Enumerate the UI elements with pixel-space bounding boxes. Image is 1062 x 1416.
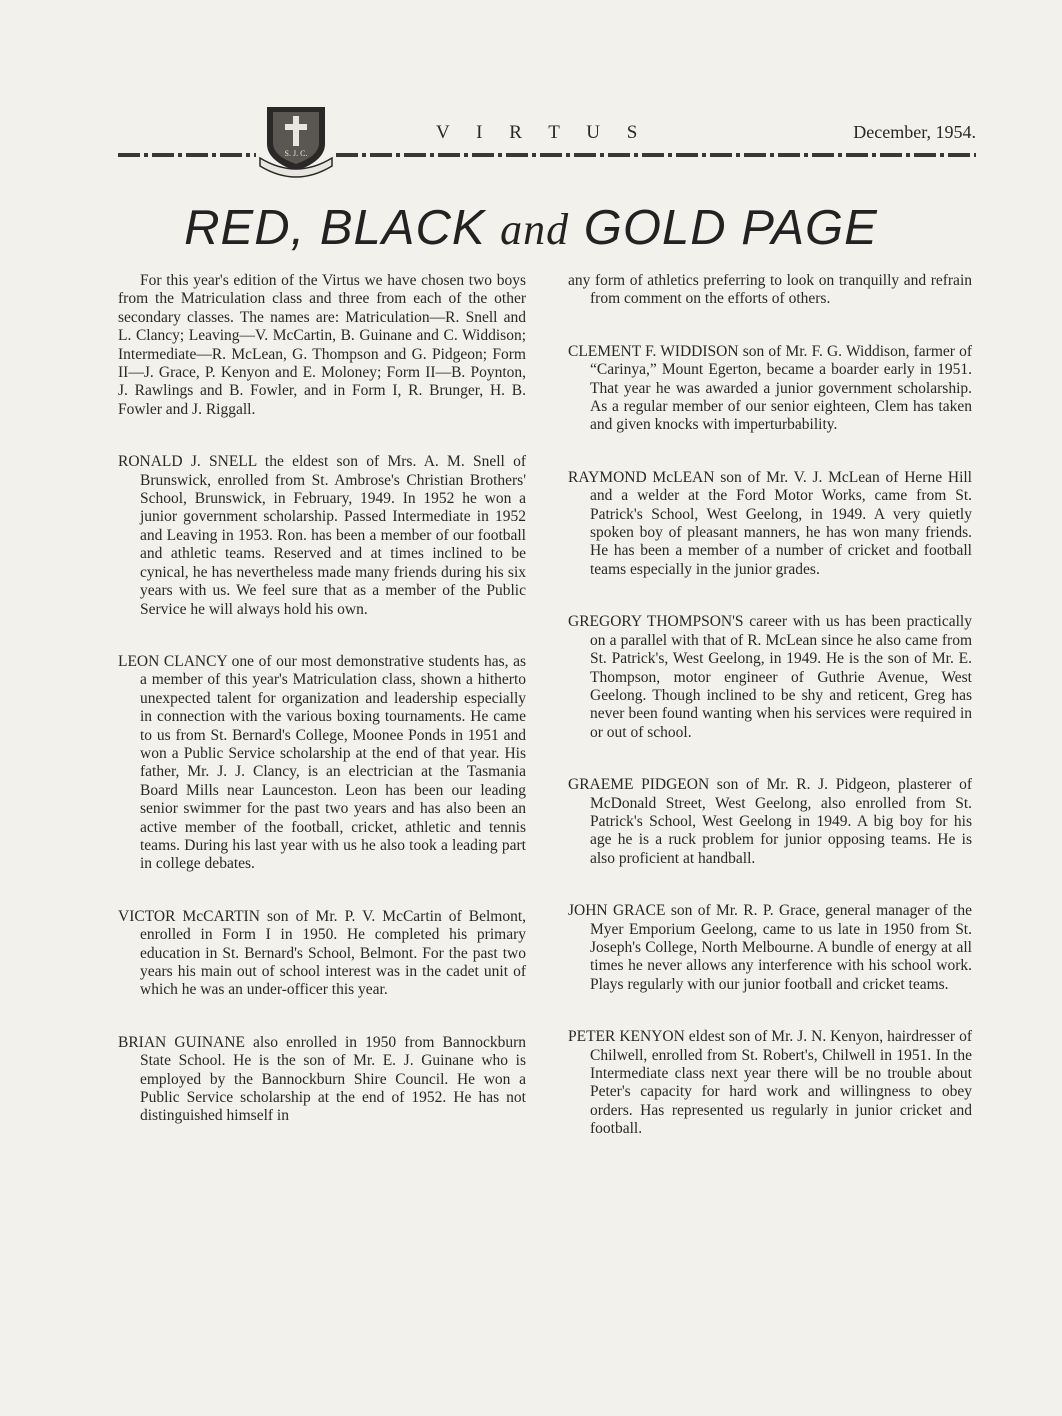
profile-entry: RONALD J. SNELL the eldest son of Mrs. A. M. Snell of Brunswick, enrolled from St. Ambrose's Christian Brothers' School, Brunswick, in February, 1949. In 1952 he won a junior government scholarship. Passed Intermediate in 1952 and Leaving in 1953. Ron. has been a member of our football and athletic teams. Reserved and at times inclined to be cynical, he has nevertheless made many friends during his six years with us. We feel sure that as a member of the Public Service he will always hold his own. <box>118 453 526 618</box>
school-crest-icon <box>256 100 336 180</box>
issue-date: December, 1954. <box>853 122 976 142</box>
intro-paragraph: For this year's edition of the Virtus we have chosen two boys from the Matriculation class and three from each of the other secondary classes. The names are: Matriculation—R. Snell and L. Clancy; Leaving—V. McCartin, B. Guinane and C. Widdison; Intermediate—R. McLean, G. Thompson and G. Pidgeon; Form II—J. Grace, P. Kenyon and E. Moloney; Form II—B. Poynton, J. Rawlings and B. Fowler, and in Form I, R. Brunger, H. B. Fowler and J. Riggall. <box>118 272 526 418</box>
masthead: V I R T U S <box>436 122 649 143</box>
right-column <box>568 272 972 1139</box>
page-title <box>0 200 1062 256</box>
profile-entry: LEON CLANCY one of our most demonstrative students has, as a member of this year's Matriculation class, shown a hitherto unexpected talent for organization and leadership especially in connection with the various boxing tournaments. He came to us from St. Bernard's College, Moonee Ponds in 1951 and won a Public Service scholarship at the end of that year. His father, Mr. J. J. Clancy, is an electrician at the Tasmania Board Mills near Launceston. Leon has been our leading senior swimmer for the past two years and has also been an active member of the football, cricket, athletic and tennis teams. During his last year with us he also took a leading part in college debates. <box>118 652 526 873</box>
header-rule-left <box>118 153 256 157</box>
profile-entry: RAYMOND McLEAN son of Mr. V. J. McLean of Herne Hill and a welder at the Ford Motor Works, came from St. Patrick's School, West Geelong, in 1949. A very quietly spoken boy of pleasant manners, he has won many friends. He has been a member of a number of cricket and football teams especially in the junior grades. <box>568 468 972 578</box>
crest-initials: S. J. C. <box>284 149 308 158</box>
profile-entry-continued: any form of athletics preferring to look on tranquilly and refrain from comment on the efforts of others. <box>568 272 972 308</box>
title-part-1: RED, BLACK <box>184 201 486 255</box>
header-rule-right <box>336 153 976 157</box>
profile-entry: JOHN GRACE son of Mr. R. P. Grace, general manager of the Myer Emporium Geelong, came to us late in 1950 from St. Joseph's College, North Melbourne. A bundle of energy at all times he never allows any interference with his school work. Plays regularly with our junior football and cricket teams. <box>568 902 972 993</box>
left-column <box>118 272 526 1126</box>
profile-entry: GRAEME PIDGEON son of Mr. R. J. Pidgeon, plasterer of McDonald Street, West Geelong, also enrolled from St. Patrick's School, West Geelong in 1949. A big boy for his age he is a ruck problem for junior opposing teams. He is also proficient at handball. <box>568 776 972 867</box>
page-header <box>118 100 976 180</box>
title-and-word: and <box>500 205 570 254</box>
title-part-2: GOLD PAGE <box>583 201 878 255</box>
profile-entry: BRIAN GUINANE also enrolled in 1950 from Bannockburn State School. He is the son of Mr. E. J. Guinane who is employed by the Bannockburn Shire Council. He won a Public Service scholarship at the end of 1952. He has not distinguished himself in <box>118 1033 526 1125</box>
profile-entry: GREGORY THOMPSON'S career with us has been practically on a parallel with that of R. McLean since he also came from St. Patrick's, West Geelong, in 1949. He is the son of Mr. E. Thompson, motor engineer of Guthrie Avenue, West Geelong. Though inclined to be shy and reticent, Greg has never been found wanting when his services were required in or out of school. <box>568 613 972 741</box>
profile-entry: PETER KENYON eldest son of Mr. J. N. Kenyon, hairdresser of Chilwell, enrolled from St. Robert's, Chilwell in 1951. In the Intermediate class next year there will be no trouble about Peter's capacity for hard work and willingness to obey orders. Has represented us regularly in junior cricket and football. <box>568 1028 972 1138</box>
profile-entry: VICTOR McCARTIN son of Mr. P. V. McCartin of Belmont, enrolled in Form I in 1950. He completed his primary education in St. Bernard's School, Belmont. For the past two years his main out of school interest was in the cadet unit of which he was an under-officer this year. <box>118 907 526 999</box>
profile-entry: CLEMENT F. WIDDISON son of Mr. F. G. Widdison, farmer of “Carinya,” Mount Egerton, became a boarder early in 1951. That year he was awarded a junior government scholarship. As a regular member of our senior eighteen, Clem has taken and given knocks with imperturbability. <box>568 342 972 434</box>
